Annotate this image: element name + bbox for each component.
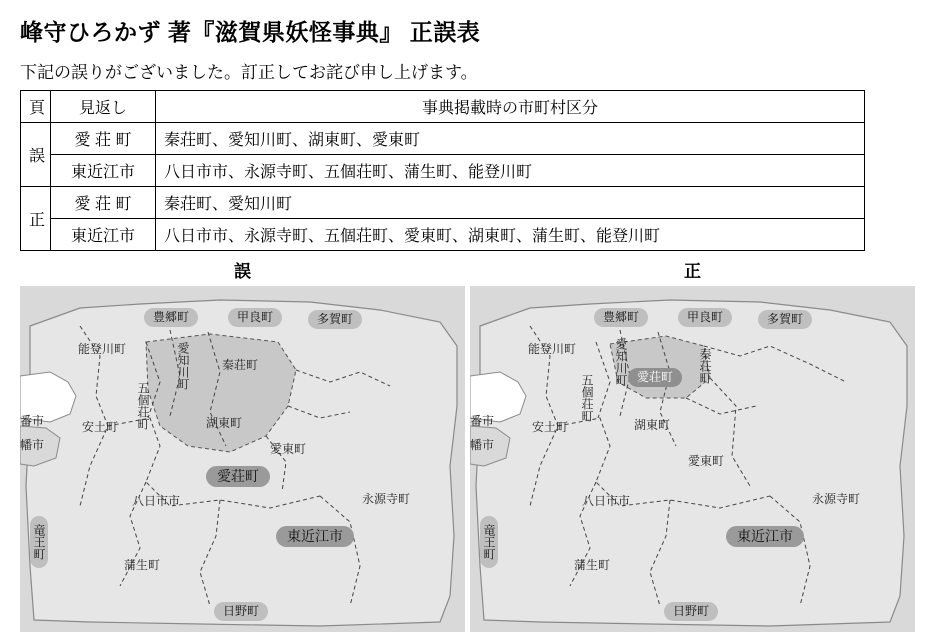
map-label-hachiman-a: 番市 bbox=[470, 414, 495, 428]
table-row bbox=[21, 155, 865, 187]
map-correct bbox=[470, 262, 915, 632]
map-label-hino: 日野町 bbox=[664, 602, 718, 621]
map-canvas-correct bbox=[470, 286, 915, 632]
map-label-youkaichi: 八日市市 bbox=[582, 494, 631, 508]
map-label-notogawa: 能登川町 bbox=[528, 342, 577, 356]
map-label-gamo: 蒲生町 bbox=[574, 558, 611, 572]
map-label-koto: 湖東町 bbox=[206, 416, 243, 430]
map-label-youkaichi: 八日市市 bbox=[132, 494, 181, 508]
maps-container bbox=[0, 262, 935, 632]
map-label-hachiman-a: 番市 bbox=[20, 414, 45, 428]
map-label-koto: 湖東町 bbox=[634, 418, 671, 432]
cell-list: 秦荘町、愛知川町 bbox=[156, 187, 865, 219]
cell-mikaeshi: 愛 荘 町 bbox=[51, 187, 156, 219]
map-label-eigenji: 永源寺町 bbox=[362, 492, 411, 506]
map-caption-correct: 正 bbox=[684, 262, 701, 281]
table-row bbox=[21, 219, 865, 251]
column-header-list: 事典掲載時の市町村区分 bbox=[156, 91, 865, 123]
map-label-eigenji: 永源寺町 bbox=[812, 492, 861, 506]
map-label-aisho: 愛荘町 bbox=[628, 368, 682, 387]
map-label-echigawa: 愛知川町 bbox=[614, 338, 628, 386]
group-label-correct: 正 bbox=[21, 187, 51, 251]
page-subtitle: 下記の誤りがございました。訂正してお詫び申し上げます。 bbox=[20, 63, 478, 82]
cell-list: 八日市市、永源寺町、五個荘町、蒲生町、能登川町 bbox=[156, 155, 865, 187]
map-label-gokasho: 五個荘町 bbox=[136, 382, 150, 430]
table-row bbox=[21, 187, 865, 219]
map-label-hino: 日野町 bbox=[214, 602, 268, 621]
map-label-hatasho: 秦荘町 bbox=[222, 358, 259, 372]
map-label-azuchi: 安土町 bbox=[532, 420, 569, 434]
table-header-row bbox=[21, 91, 865, 123]
map-label-toyosato: 豊郷町 bbox=[594, 308, 648, 327]
map-label-higashiomi: 東近江市 bbox=[276, 526, 354, 547]
map-label-taga: 多賀町 bbox=[308, 310, 362, 329]
column-header-mikaeshi: 見返し bbox=[51, 91, 156, 123]
map-label-notogawa: 能登川町 bbox=[78, 342, 127, 356]
map-label-azuchi: 安土町 bbox=[82, 420, 119, 434]
map-label-hachiman-b: 幡市 bbox=[20, 438, 45, 452]
table-row bbox=[21, 123, 865, 155]
map-label-kora: 甲良町 bbox=[228, 308, 282, 327]
cell-mikaeshi: 東近江市 bbox=[51, 155, 156, 187]
map-label-hachiman-b: 幡市 bbox=[470, 438, 495, 452]
column-header-page: 頁 bbox=[21, 91, 51, 123]
map-label-gamo: 蒲生町 bbox=[124, 558, 161, 572]
map-label-gokasho: 五個荘町 bbox=[580, 374, 594, 422]
map-label-kora: 甲良町 bbox=[678, 308, 732, 327]
map-label-ryuoh: 竜王町 bbox=[30, 516, 48, 568]
map-label-aito: 愛東町 bbox=[688, 454, 725, 468]
cell-mikaeshi: 東近江市 bbox=[51, 219, 156, 251]
map-label-echigawa: 愛知川町 bbox=[176, 342, 190, 390]
page-title: 峰守ひろかず 著『滋賀県妖怪事典』 正誤表 bbox=[20, 19, 481, 45]
group-label-incorrect: 誤 bbox=[21, 123, 51, 187]
map-label-higashiomi: 東近江市 bbox=[726, 526, 804, 547]
map-caption-incorrect: 誤 bbox=[234, 262, 251, 281]
map-label-hatasho: 秦荘町 bbox=[698, 348, 712, 384]
map-label-taga: 多賀町 bbox=[758, 310, 812, 329]
map-label-aito: 愛東町 bbox=[270, 442, 307, 456]
map-label-aisho: 愛荘町 bbox=[206, 466, 270, 487]
map-canvas-incorrect bbox=[20, 286, 465, 632]
cell-list: 八日市市、永源寺町、五個荘町、愛東町、湖東町、蒲生町、能登川町 bbox=[156, 219, 865, 251]
cell-mikaeshi: 愛 荘 町 bbox=[51, 123, 156, 155]
map-label-toyosato: 豊郷町 bbox=[144, 308, 198, 327]
map-graphic-incorrect bbox=[20, 286, 465, 632]
map-incorrect bbox=[20, 262, 465, 632]
map-label-ryuoh: 竜王町 bbox=[480, 516, 498, 568]
errata-table bbox=[20, 90, 865, 251]
cell-list: 秦荘町、愛知川町、湖東町、愛東町 bbox=[156, 123, 865, 155]
